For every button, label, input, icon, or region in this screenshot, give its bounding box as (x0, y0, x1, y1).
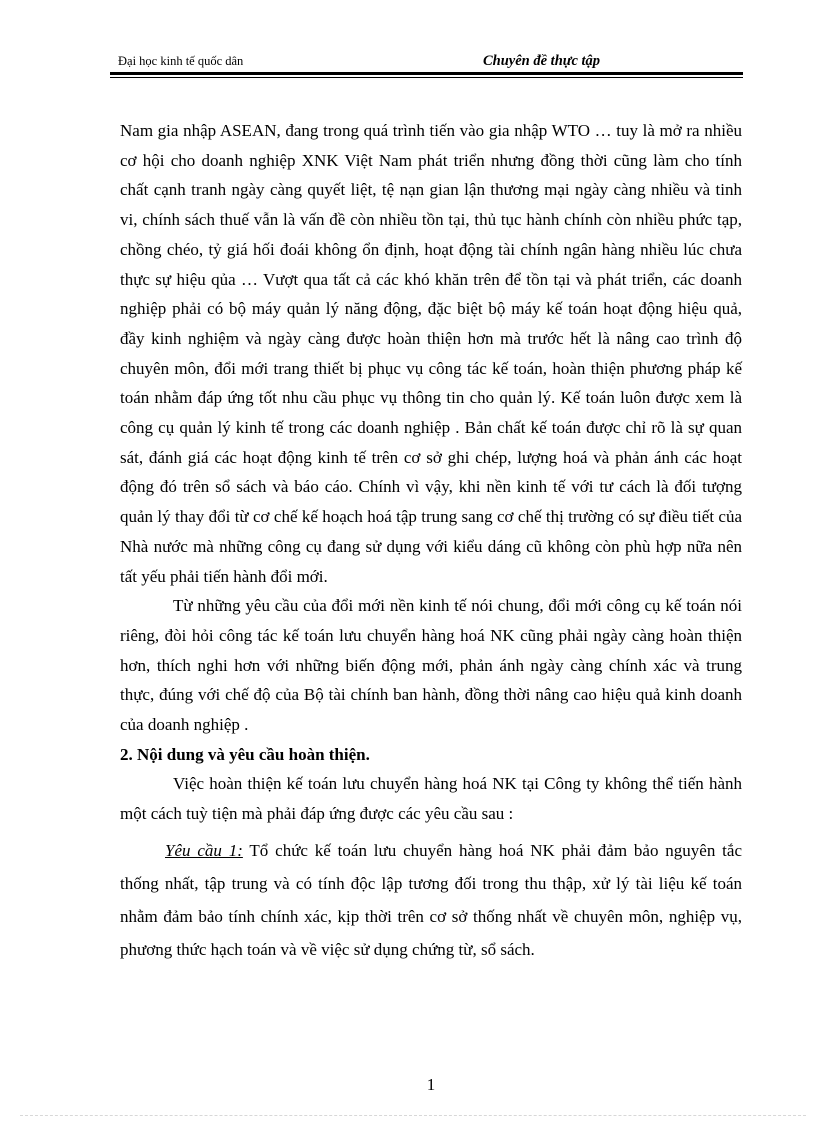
section-heading: 2. Nội dung và yêu cầu hoàn thiện. (120, 744, 370, 764)
header-document-title: Chuyên đề thực tập (483, 53, 601, 69)
header-university: Đại học kinh tế quốc dân (118, 54, 244, 68)
page-header (110, 52, 743, 72)
requirement-paragraph (120, 834, 742, 966)
header-rule-thick (110, 72, 743, 75)
header-rule-thin (110, 77, 743, 78)
requirement-text: Tổ chức kế toán lưu chuyển hàng hoá NK phải đảm bảo nguyên tắc thống nhất, tập trung và có tính độc lập tương đối trong thu thập, xử lý tài liệu kế toán nhằm đảm bảo tính chính xác, kịp thời trên cơ sở thống nhất về chuyên môn, nghiệp vụ, phương thức hạch toán và về việc sử dụng chứng từ, sổ sách. (120, 840, 742, 959)
page-body (120, 116, 742, 966)
body-paragraph: Nam gia nhập ASEAN, đang trong quá trình tiến vào gia nhập WTO … tuy là mở ra nhiều cơ hội cho doanh nghiệp XNK Việt Nam phát triển nhưng đồng thời cũng làm cho tính chất cạnh tranh ngày càng quyết liệt, tệ nạn gian lận thương mại ngày càng nhiều và tinh vi, chính sách thuế vẫn là vấn đề còn nhiều tồn tại, thủ tục hành chính còn nhiều phức tạp, chồng chéo, tỷ giá hối đoái không ổn định, hoạt động tài chính ngân hàng nhiều lúc chưa thực sự hiệu qủa … Vượt qua tất cả các khó khăn trên để tồn tại và phát triển, các doanh nghiệp phải có bộ máy quản lý năng động, đặc biệt bộ máy kế toán hoạt động hiệu quả, đầy kinh nghiệm và ngày càng được hoàn thiện hơn mà trước hết là nâng cao trình độ chuyên môn, đổi mới trang thiết bị phục vụ công tác kế toán, hoàn thiện phương pháp kế toán nhằm đáp ứng tốt nhu cầu phục vụ thông tin cho quản lý. Kế toán luôn được xem là công cụ quản lý kinh tế trong các doanh nghiệp . Bản chất kế toán được chỉ rõ là sự quan sát, đánh giá các hoạt động kinh tế trên cơ sở ghi chép, lượng hoá và phản ánh các hoạt động đó trên sổ sách và báo cáo. Chính vì vậy, khi nền kinh tế với tư cách là đối tượng quản lý thay đổi từ cơ chế kế hoạch hoá tập trung sang cơ chế thị trường có sự điều tiết của Nhà nước mà những công cụ đang sử dụng với kiểu dáng cũ không còn phù hợp nữa nên tất yếu phải tiến hành đổi mới. (120, 121, 742, 586)
requirement-label: Yêu cầu 1: (165, 840, 243, 860)
page-number: 1 (426, 1075, 436, 1094)
body-paragraph: Việc hoàn thiện kế toán lưu chuyển hàng hoá NK tại Công ty không thể tiến hành một cách tuỳ tiện mà phải đáp ứng được các yêu cầu sau : (120, 774, 742, 824)
body-paragraph: Từ những yêu cầu của đổi mới nền kinh tế nói chung, đổi mới công cụ kế toán nói riêng, đòi hỏi công tác kế toán lưu chuyển hàng hoá NK cũng phải ngày càng hoàn thiện hơn, thích nghi hơn với những biến động mới, phản ánh ngày càng chính xác và trung thực, đúng với chế độ của Bộ tài chính ban hành, đồng thời nâng cao hiệu quả kinh doanh của doanh nghiệp . (120, 596, 742, 735)
page-bottom-edge (20, 1115, 806, 1116)
